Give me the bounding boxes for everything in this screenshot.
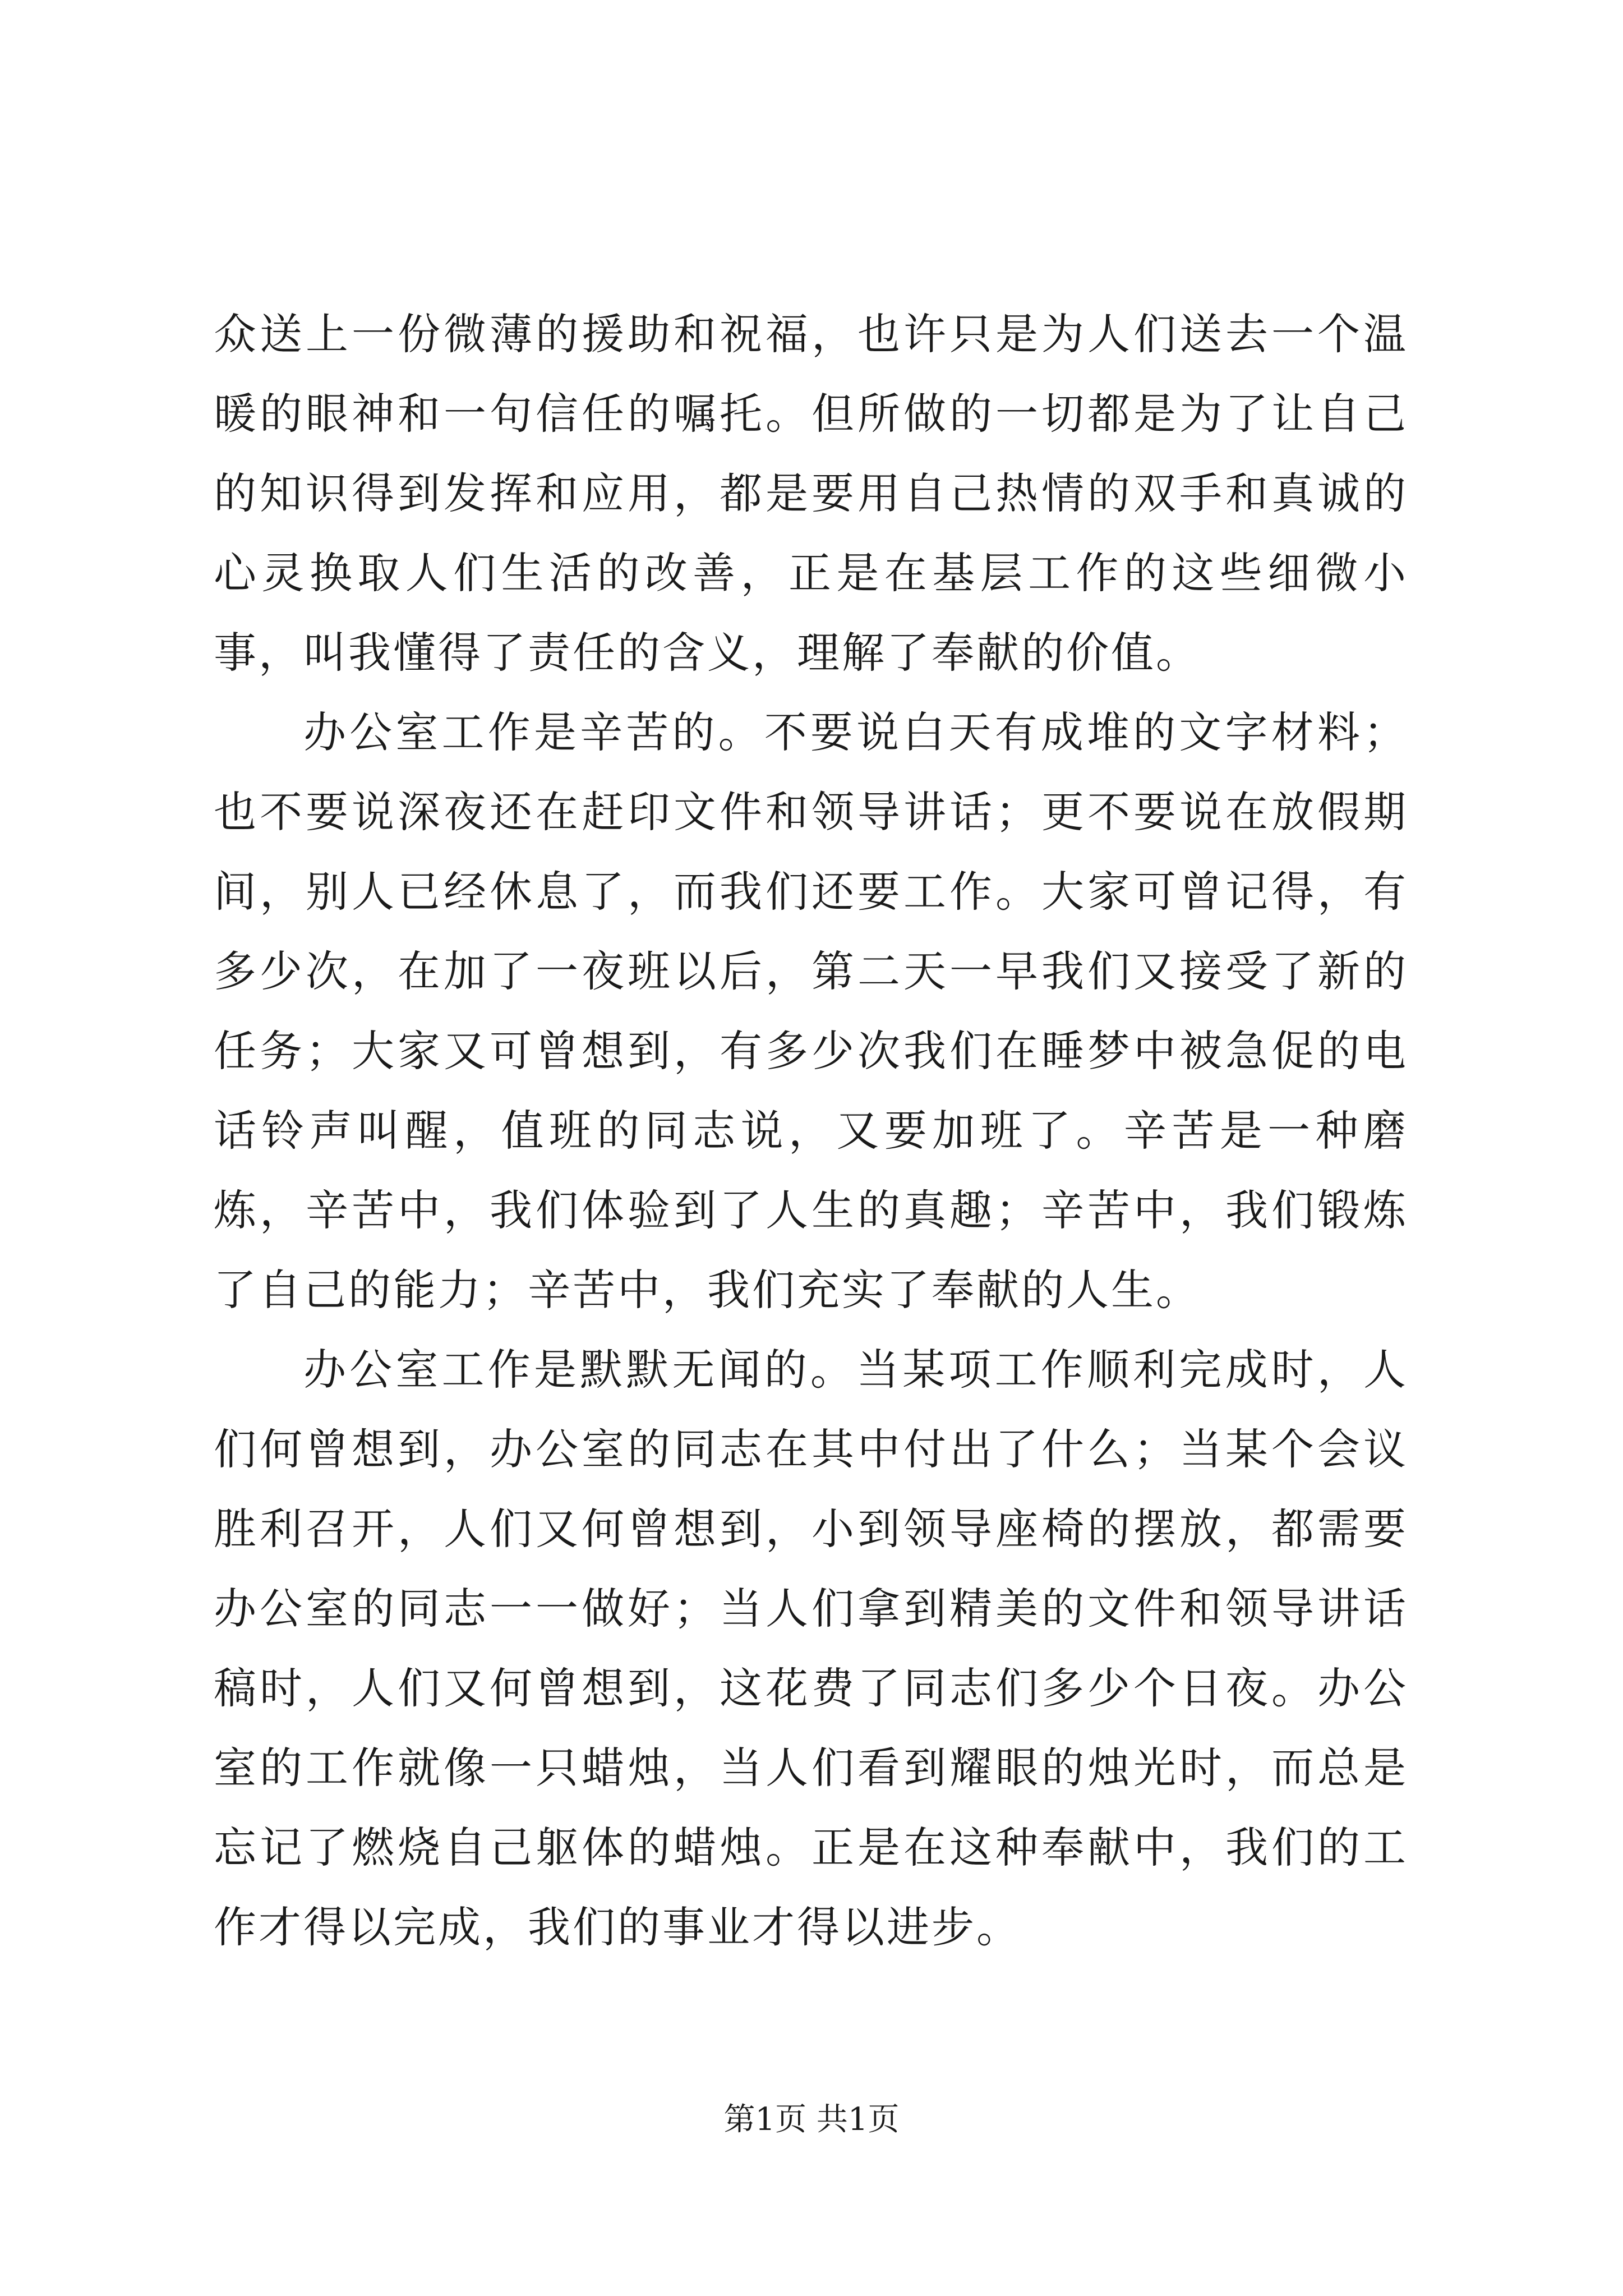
paragraph-1: 众送上一份微薄的援助和祝福，也许只是为人们送去一个温暖的眼神和一句信任的嘱托。但所做的一切都是为了让自己的知识得到发挥和应用，都是要用自己热情的双手和真诚的心灵换取人们生活的改善，正是在基层工作的这些细微小事，叫我懂得了责任的含义，理解了奉献的价值。: [214, 309, 1408, 678]
document-body: [214, 295, 1408, 1967]
page-footer: 第1页 共1页: [723, 2101, 900, 2138]
paragraph-3: 办公室工作是默默无闻的。当某项工作顺利完成时，人们何曾想到，办公室的同志在其中付出了什么；当某个会议胜利召开，人们又何曾想到，小到领导座椅的摆放，都需要办公室的同志一一做好；当人们拿到精美的文件和领导讲话稿时，人们又何曾想到，这花费了同志们多少个日夜。办公室的工作就像一只蜡烛，当人们看到耀眼的烛光时，而总是忘记了燃烧自己躯体的蜡烛。正是在这种奉献中，我们的工作才得以完成，我们的事业才得以进步。: [214, 1345, 1408, 1952]
paragraph-2: 办公室工作是辛苦的。不要说白天有成堆的文字材料；也不要说深夜还在赶印文件和领导讲话；更不要说在放假期间，别人已经休息了，而我们还要工作。大家可曾记得，有多少次，在加了一夜班以后，第二天一早我们又接受了新的任务；大家又可曾想到，有多少次我们在睡梦中被急促的电话铃声叫醒，值班的同志说，又要加班了。辛苦是一种磨炼，辛苦中，我们体验到了人生的真趣；辛苦中，我们锻炼了自己的能力；辛苦中，我们充实了奉献的人生。: [214, 707, 1408, 1315]
